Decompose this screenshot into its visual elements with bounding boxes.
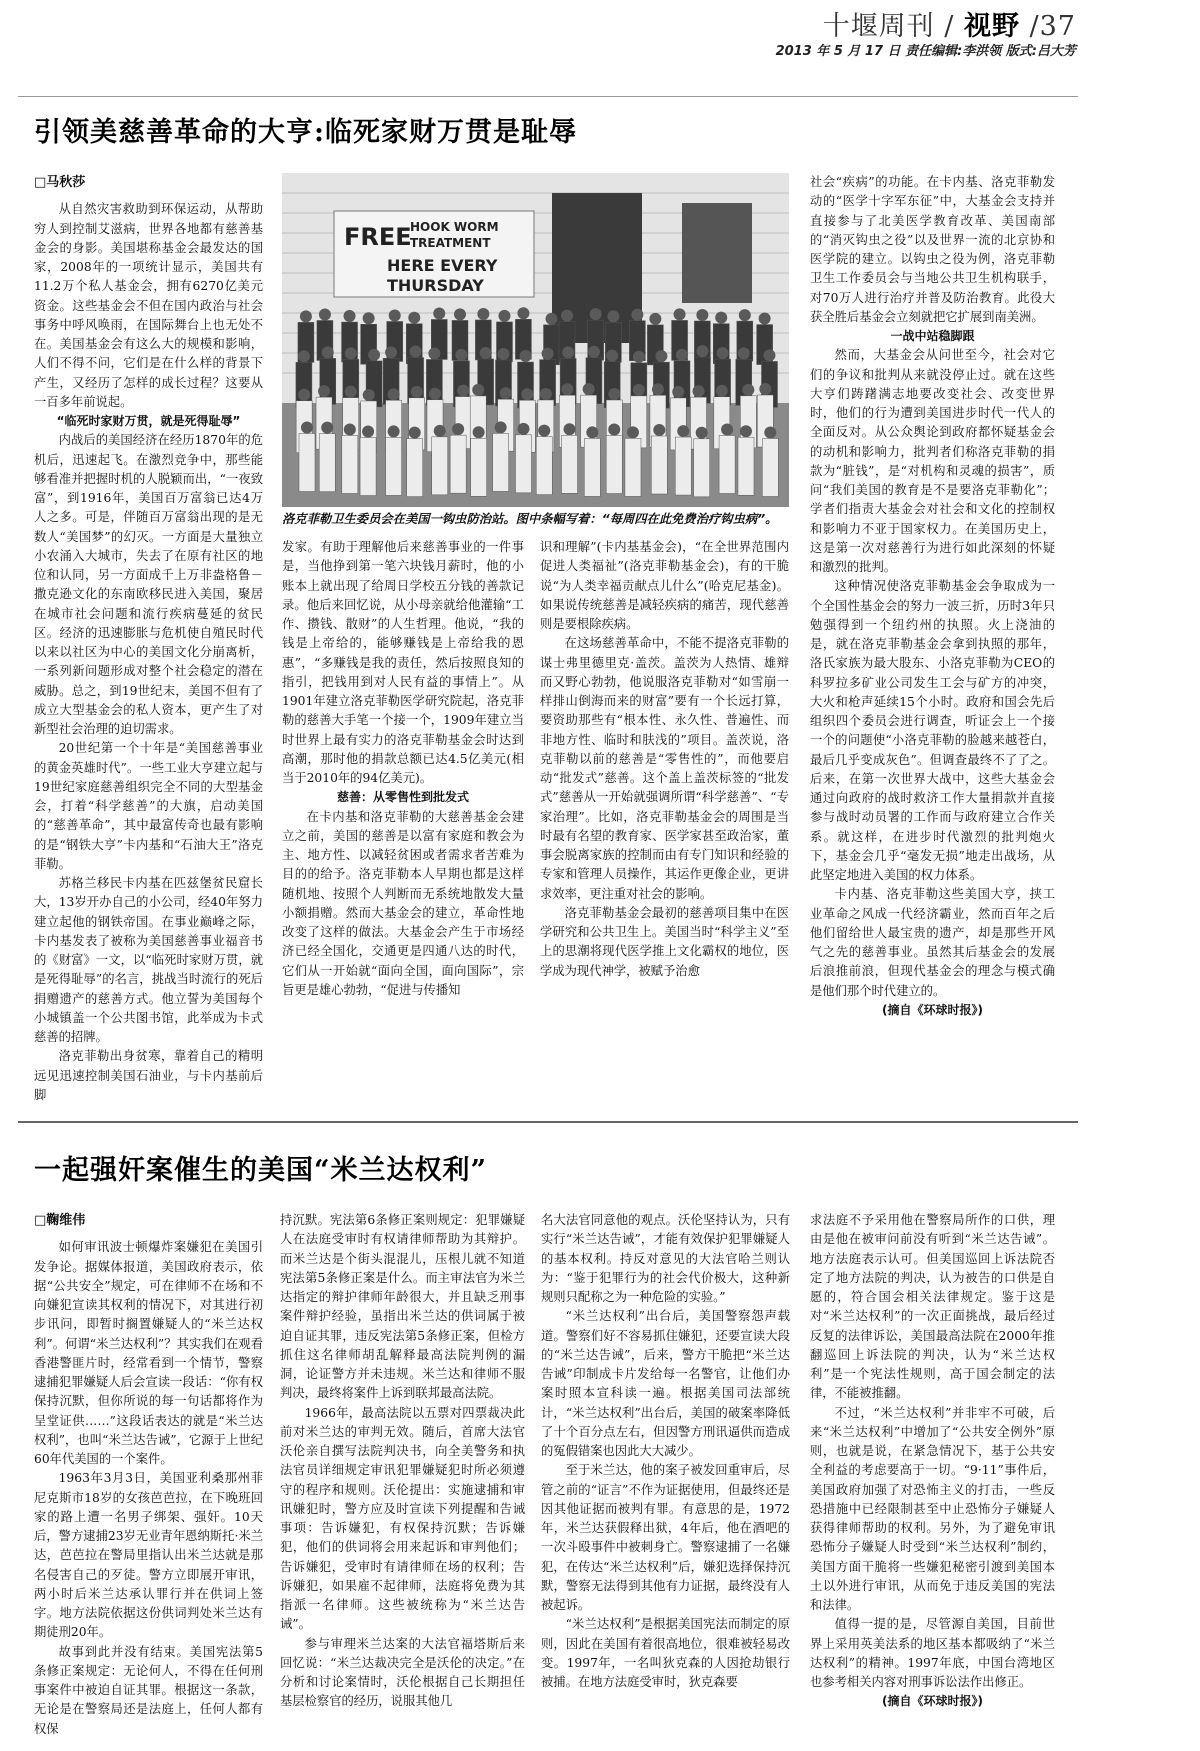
- article1-column-1: [34, 173, 263, 1105]
- paragraph: 然而，大基金会从问世至今，社会对它们的争议和批判从来就没停止过。就在这些大亨们踌躇满志地要改变社会、改变世界时，他们的行为遭到美国进步时代一代人的全面反对。从公众舆论到政府都怀疑基金会的动机和影响力，批判者们称洛克菲勒的捐款为“脏钱”，是“对机构和灵魂的损害”，质问“我们美国的教育是不是要洛克菲勒化”；学者们指责大基金会对社会和文化的控制权和影响力不亚于国家权力。在美国历史上，这是第一次对慈善行为进行如此深刻的怀疑和激烈的批判。: [810, 348, 1055, 574]
- person-head: [433, 307, 445, 319]
- paragraph: 不过，“米兰达权利”并非牢不可破，后来“米兰达权利”中增加了“公共安全例外”原则，也就是说，在紧急情况下，基于公共安全利益的考虑要高于一切。“9·11”事件后，美国政府加强了对恐怖主义的打击，一些反恐措施中已经限制甚至中止恐怖分子嫌疑人获得律师帮助的权利。另外，为了避免审讯恐怖分子嫌疑人时受到“米兰达权利”制约，美国方面干脆将一些嫌犯秘密引渡到美国本土以外进行审讯，从而免于违反美国的宪法和法律。: [810, 1405, 1055, 1612]
- person-head: [759, 313, 771, 325]
- person-head: [457, 385, 469, 397]
- person-head: [498, 310, 510, 322]
- paper-name: 十堰周刊: [822, 11, 935, 42]
- person-head: [540, 388, 552, 400]
- person-head: [763, 349, 775, 361]
- person-head: [546, 313, 558, 325]
- person-body: [562, 435, 578, 493]
- article2-column-1: [34, 1211, 263, 1739]
- person-head: [764, 426, 776, 438]
- article1-photo: [282, 173, 789, 507]
- person-head: [319, 308, 331, 320]
- person-body: [493, 433, 509, 491]
- person-head: [368, 349, 380, 361]
- paragraph: 识和理解”(卡内基基金会)，“在全世界范围内促进人类福祉”(洛克菲勒基金会)，有的干脆说“为人类幸福贡献点儿什么”(哈克尼基金)。如果说传统慈善是减轻疾病的痛苦，现代慈善则是要根除疾病。: [540, 540, 789, 631]
- subheading: “临死时家财万贯，就是死得耻辱”: [56, 414, 241, 428]
- person-head: [321, 422, 333, 434]
- person-body: [360, 438, 376, 496]
- article1-middle: [282, 173, 789, 1000]
- person-head: [363, 389, 375, 401]
- person-head: [454, 308, 466, 320]
- paragraph: 持沉默。宪法第6条修正案则规定：犯罪嫌疑人在法庭受审时有权请律师帮助为其辩护。而米兰达是个街头混混儿，压根儿就不知道宪法第5条修正案是什么。而主审法官为米兰达指定的辩护律师年龄很大，并且缺乏刑事案件辩护经验，虽指出米兰达的供词属于被迫自证其罪，违反宪法第5条修正案，但检方抓住这名律师胡乱解释最高法院判例的漏洞，论证警方并未违规。米兰达和律师不服判决，最终将案件上诉到联邦最高法院。: [280, 1213, 525, 1401]
- paragraph: 参与审理米兰达案的大法官福塔斯后来回忆说：“米兰达裁决完全是沃伦的决定。”在分析和讨论案情时，沃伦根据自己长期担任基层检察官的经历，说服其他几: [280, 1636, 525, 1709]
- article1: [34, 97, 1055, 1105]
- person-head: [608, 424, 620, 436]
- person-body: [319, 434, 335, 492]
- person-head: [649, 313, 661, 325]
- person-head: [740, 425, 752, 437]
- person-head: [627, 426, 639, 438]
- person-head: [452, 423, 464, 435]
- person-head: [564, 423, 576, 435]
- person-head: [717, 347, 729, 359]
- person-head: [716, 385, 728, 397]
- paragraph: 卡内基、洛克菲勒这些美国大亨，挟工业革命之风成一代经济霸业，然而百年之后他们留给世人最宝贵的遗产，却是那些开风气之先的慈善事业。虽然其后基金会的发展后浪推前浪，但现代基金会的理念与模式确是他们那个时代建立的。: [810, 887, 1055, 998]
- person-head: [410, 346, 422, 358]
- article2-column-4: [810, 1211, 1055, 1712]
- person-body: [342, 435, 358, 493]
- person-body: [407, 439, 423, 497]
- paragraph: 至于米兰达，他的案子被发回重审后，尽管之前的“证言”不作为证据使用，但最终还是因其他证据而被判有罪。有意思的是，1972年，米兰达获假释出狱，4年后，他在酒吧的一次斗殴事件中被刺身亡。警察逮捕了一名嫌犯，在传达“米兰达权利”后，嫌犯选择保持沉默，警察无法得到其他有力证据，最终没有人被起诉。: [541, 1463, 790, 1612]
- person-head: [318, 385, 330, 397]
- person-head: [606, 350, 618, 362]
- person-body: [584, 438, 600, 496]
- person-head: [434, 425, 446, 437]
- article1-column-4: [810, 173, 1055, 1020]
- paragraph: 值得一提的是，尽管源自美国，目前世界上采用英美法系的地区基本都吸纳了“米兰达权利”的精神。1997年底，中国台湾地区也参考相关内容对刑事诉讼法作出修正。: [810, 1617, 1055, 1689]
- person-head: [633, 351, 645, 363]
- article2-column-2: [280, 1211, 525, 1712]
- person-head: [388, 425, 400, 437]
- person-head: [389, 309, 401, 321]
- dateline: 2013 年 5 月 17 日 责任编辑:李洪领 版式:吕大芳: [775, 44, 1076, 59]
- svg-text:HERE EVERY: HERE EVERY: [387, 256, 498, 275]
- person-head: [517, 423, 529, 435]
- person-head: [362, 426, 374, 438]
- person-head: [363, 312, 375, 324]
- svg-text:FREE: FREE: [344, 223, 412, 251]
- person-head: [517, 307, 529, 319]
- person-head: [409, 427, 421, 439]
- paragraph: 如何审讯波士顿爆炸案嫌犯在美国引发争论。据媒体报道，美国政府表示，依据“公共安全”规定，可在律师不在场和不向嫌犯宣读其权利的情况下，对其进行初步讯问，即暂时搁置嫌疑人的“米兰达权利”。何谓“米兰达权利”？其实我们在观看香港警匪片时，经常看到一个情节，警察逮捕犯罪嫌疑人后会宣读一段话：“你有权保持沉默，但你所说的每一句话都将作为呈堂证供……”这段话表达的就是“米兰达权利”，也叫“米兰达告诫”，它源于上世纪60年代美国的一个案件。: [34, 1240, 263, 1466]
- article2-author: □鞠维伟: [34, 1213, 86, 1228]
- person-body: [762, 438, 778, 496]
- person-head: [633, 384, 645, 396]
- paragraph: 在卡内基和洛克菲勒的大慈善基金会建立之前，美国的慈善是以富有家庭和教会为主、地方性、以减轻贫困或者需求者苦难为目的的给予。洛克菲勒本人早期也都是这样随机地、按照个人判断而无系统地散发大量小额捐赠。然而大基金会的建立，革命性地改变了这样的做法。大基金会产生于市场经济已经全国化，交通更是四通八达的时代，它们从一开始就“面向全国，面向国际”，宗旨更是雄心勃勃，“促进与传播知: [282, 809, 524, 997]
- person-head: [759, 383, 771, 395]
- article1-column-3: [540, 538, 789, 981]
- person-head: [408, 312, 420, 324]
- paragraph: 名大法官同意他的观点。沃伦坚持认为，只有实行“米兰达告诫”，才能有效保护犯罪嫌疑人的基本权利。持反对意见的大法官哈兰则认为：“鉴于犯罪行为的社会代价极大，这种新规则只配称之为一种危险的实验。”: [541, 1213, 790, 1304]
- person-head: [561, 310, 573, 322]
- person-head: [696, 427, 708, 439]
- person-head: [345, 386, 357, 398]
- person-head: [521, 388, 533, 400]
- person-head: [655, 350, 667, 362]
- person-body: [450, 435, 466, 493]
- paragraph: “米兰达权利”出台后，美国警察怨声载道。警察们好不容易抓住嫌犯，还要宣读大段的“米兰达告诫”，后来，警方干脆把“米兰达告诫”印制成卡片发给每一名警官，让他们办案时照本宣科读一遍。根据美国司法部统计，“米兰达权利”出台后，美国的破案率降低了十个百分点左右，但因警方刑讯逼供而造成的冤假错案也因此大大减少。: [541, 1309, 790, 1458]
- person-head: [696, 309, 708, 321]
- person-head: [721, 423, 733, 435]
- article1-column-2: [282, 538, 524, 1000]
- person-head: [298, 350, 310, 362]
- person-head: [429, 388, 441, 400]
- article2-source: (摘自《环球时报》): [882, 1694, 983, 1709]
- person-body: [515, 435, 531, 493]
- article1-source: (摘自《环球时报》): [882, 1002, 983, 1017]
- person-head: [588, 346, 600, 358]
- person-head: [583, 383, 595, 395]
- person-body: [386, 437, 402, 495]
- person-body: [536, 437, 552, 495]
- person-head: [298, 389, 310, 401]
- person-head: [344, 423, 356, 435]
- person-head: [495, 421, 507, 433]
- paragraph: 求法庭不予采用他在警察局所作的口供，理由是他在被审问前没有听到“米兰达告诫”。地方法庭表示认可。但美国巡回上诉法院否定了地方法院的判决，认为被告的口供是自愿的，符合国会相关法律规定。鉴于这是对“米兰达权利”的一次正面挑战，最后经过反复的法律诉讼，美国最高法院在2000年推翻巡回上诉法院的判决，认为“米兰达权利”是一个宪法性规则，高于国会制定的法律，不能被推翻。: [810, 1213, 1055, 1401]
- person-head: [674, 308, 686, 320]
- person-head: [300, 310, 312, 322]
- person-body: [606, 436, 622, 494]
- person-head: [693, 385, 705, 397]
- subheading: 一战中站稳脚跟: [890, 329, 975, 343]
- person-body: [651, 436, 667, 494]
- person-head: [480, 347, 492, 359]
- svg-text:HOOK WORM: HOOK WORM: [410, 220, 499, 234]
- person-head: [739, 309, 751, 321]
- person-head: [696, 345, 708, 357]
- person-head: [715, 312, 727, 324]
- person-head: [477, 308, 489, 320]
- svg-text:THURSDAY: THURSDAY: [387, 276, 484, 295]
- paragraph: 1966年，最高法院以五票对四票裁决此前对米兰达的审判无效。随后，首席大法官沃伦亲自撰写法院判决书，向全美警务和执法官员详细规定审讯犯罪嫌疑犯时所必须遵守的程序和规则。沃伦提出：实施逮捕和审讯嫌犯时，警方应及时宣读下列提醒和告诫事项：告诉嫌犯，有权保持沉默；告诉嫌犯，他们的供词将会用来起诉和审判他们；告诉嫌犯，受审时有请律师在场的权利；告诉嫌犯，如果雇不起律师，法庭将免费为其指派一名律师。这些被统称为“米兰达告诫”。: [280, 1405, 525, 1632]
- article1-title: 引领美慈善革命的大亨:临死家财万贯是耻辱: [34, 117, 577, 148]
- svg-text:TREATMENT: TREATMENT: [410, 236, 491, 250]
- person-head: [455, 349, 467, 361]
- person-body: [432, 437, 448, 495]
- paragraph: 洛克菲勒出身贫寒，靠着自己的精明远见迅速控制美国石油业，与卡内基前后脚: [34, 1049, 263, 1102]
- person-body: [299, 434, 315, 492]
- person-head: [344, 310, 356, 322]
- person-head: [388, 388, 400, 400]
- paragraph: 在这场慈善革命中，不能不提洛克菲勒的谋士弗里德里克·盖茨。盖茨为人热情、雄辩而又野心勃勃，他说服洛克菲勒对“如雪崩一样排山倒海而来的财富”要有一个长远打算，要资助那些有“根本性、永久性、普遍性、而非地方性、临时和肤浅的”项目。盖茨说，洛克菲勒以前的慈善是“零售性的”，而他要启动“批发式”慈善。这个盖上盖茨标签的“批发式”慈善从一开始就强调所谓“科学慈善”、“专家治理”。比如，洛克菲勒基金会的周围是当时最有名望的教育家、医学家甚至政治家，董事会脱离家族的控制而由有专门知识和经验的专家和管理人员操作，其运作更像企业，更讲求效率，更注重对社会的影响。: [540, 636, 789, 901]
- paragraph: 从自然灾害救助到环保运动，从帮助穷人到控制艾滋病，世界各地都有慈善基金会的身影。美国堪称基金会最发达的国家，2008年的一项统计显示，美国共有11.2万个私人基金会，拥有6270亿美元资金。这些基金会不但在国内政治与社会事务中呼风唤雨，在国际舞台上也无处不在。美国基金会有这么大的规模和影响，人们不得不问，它们是在什么样的背景下产生，又经历了怎样的成长过程？这要从一百多年前说起。: [34, 202, 263, 409]
- person-head: [322, 346, 334, 358]
- person-head: [631, 309, 643, 321]
- article1-author: □马秋莎: [34, 175, 86, 190]
- person-head: [738, 347, 750, 359]
- person-head: [500, 387, 512, 399]
- person-head: [520, 350, 532, 362]
- subheading: 慈善：从零售性到批发式: [336, 790, 469, 805]
- person-head: [345, 347, 357, 359]
- paragraph: 1963年3月3日，美国亚利桑那州菲尼克斯市18岁的女孩芭芭拉，在下晚班回家的路上遭一名男子绑架、强奸。10天后，警方逮捕23岁无业青年恩纳斯托·米兰达，芭芭拉在警局里指认出米兰达就是那名侵害自己的歹徒。警方立即展开审讯，两小时后米兰达承认罪行并在供词上签字。地方法院依据这份供词判处米兰达有期徒刑20年。: [34, 1471, 263, 1640]
- separator: /: [934, 11, 964, 42]
- person-head: [562, 346, 574, 358]
- person-body: [471, 438, 487, 496]
- person-head: [428, 347, 440, 359]
- article2-title: 一起强奸案催生的美国“米兰达权利”: [34, 1155, 488, 1186]
- person-head: [676, 349, 688, 361]
- paragraph: 苏格兰移民卡内基在匹兹堡贫民窟长大，13岁开办自己的小公司，经40年努力建立起他的钢铁帝国。在事业巅峰之际，卡内基发表了被称为美国慈善事业福音书的《财富》一文，以“临死时家财万贯，就是死得耻辱”的名言，挑战当时流行的死后捐赠遗产的慈善方式。他立誓为美国每个小城镇盖一个公共图书馆，此举成为卡式慈善的招牌。: [34, 876, 263, 1044]
- paragraph: 内战后的美国经济在经历1870年的危机后，迅速起飞。在激烈竞争中，那些能够看准并把握时机的人脱颖而出，“一夜致富”，到1916年，美国百万富翁已达4万人之多。可是，伴随百万富翁出现的是无数人“美国梦”的幻灭。一方面是大量独立小农涌入大城市，失去了在原有社区的地位和认同，另一方面成千上万非盎格鲁－撒克逊文化的东南欧移民进入美国，聚居在城市社会问题和流行疾病蔓延的贫民区。经济的迅速膨胀与危机使自殖民时代以来以社区为中心的美国文化分崩离析，一系列新问题形成对整个社会稳定的潜在威胁。总之，到19世纪末，美国不但有了成立大型基金会的私人资本，更产生了对新型社会治理的迫切需求。: [34, 433, 263, 736]
- paragraph: 这种情况使洛克菲勒基金会争取成为一个全国性基金会的努力一波三折，历时3年只勉强得到一个纽约州的执照。火上浇油的是，就在洛克菲勒基金会拿到执照的那年，洛氏家族为最大股东、小洛克菲勒为CEO的科罗拉多矿业公司发生工会与矿方的冲突，大火和枪声延续15个小时。政府和国会先后组织四个委员会进行调查，听证会上一个接一个的问题使“小洛克菲勒的脸越来越苍白，最后几乎变成灰色”。但调查最终不了了之。后来，在第一次世界大战中，这些大基金会通过向政府的战时救济工作大量捐款并直接参与战时动员署的工作而与政府建立合作关系。就这样，在进步时代激烈的批判炮火下，基金会几乎“毫发无损”地走出战场，从此坚定地进入美国的权力体系。: [810, 579, 1055, 882]
- hookworm-station-photo: [282, 173, 789, 507]
- person-head: [677, 425, 689, 437]
- person-head: [472, 384, 484, 396]
- person-head: [498, 348, 510, 360]
- person-head: [742, 384, 754, 396]
- person-head: [586, 426, 598, 438]
- person-head: [385, 346, 397, 358]
- paragraph: 20世纪第一个十年是“美国慈善事业的黄金英雄时代”。一些工业大亨建立起与19世纪家庭慈善组织完全不同的大型基金会，打着“科学慈善”的大旗，启动美国的“慈善革命”，其中最富传奇也最有影响的是“钢铁大亨”卡内基和“石油大王”洛克菲勒。: [34, 741, 263, 871]
- person-body: [738, 437, 754, 495]
- paragraph: 故事到此并没有结束。美国宪法第5条修正案规定：无论何人，不得在任何刑事案件中被迫自证其罪。根据这一条款，无论是在警察局还是法庭上，任何人都有权保: [34, 1644, 263, 1736]
- person-head: [652, 383, 664, 395]
- person-head: [608, 388, 620, 400]
- person-body: [694, 439, 710, 497]
- person-head: [607, 310, 619, 322]
- person-head: [473, 426, 485, 438]
- paragraph: 洛克菲勒基金会最初的慈善项目集中在医学研究和公共卫生上。美国当时“科学主义”至上的思潮将现代医学推上文化霸权的地位，医学成为现代神学，被赋予治愈: [540, 905, 789, 978]
- person-body: [675, 437, 691, 495]
- article2-column-3: [541, 1211, 790, 1692]
- person-head: [590, 308, 602, 320]
- person-head: [538, 425, 550, 437]
- paragraph: “米兰达权利”是根据美国宪法而制定的原则，因此在美国有着很高地位，很难被轻易改变。1997年，一名叫狄克森的人因抢劫银行被捕。在地方法庭受审时，狄克森要: [541, 1617, 790, 1689]
- person-head: [653, 424, 665, 436]
- photo-caption: 洛克菲勒卫生委员会在美国一钩虫防治站。图中条幅写着：“每周四在此免费治疗钩虫病”。: [282, 512, 778, 526]
- article2: [34, 1123, 1055, 1751]
- section-name: 视野: [963, 11, 1020, 42]
- person-body: [625, 438, 641, 496]
- person-head: [542, 348, 554, 360]
- masthead: [823, 4, 1076, 43]
- person-head: [561, 383, 573, 395]
- page-number: /37: [1019, 11, 1076, 42]
- paragraph: 社会“疾病”的功能。在卡内基、洛克菲勒发动的“医学十字军东征”中，大基金会支持并直接参与了北美医学教育改革、美国南部的“消灭钩虫之役”以及世界一流的北京协和医学院的建立。以钩虫之役为例，洛克菲勒卫生工作委员会与当地公共卫生机构联手，对70万人进行治疗并普及防治教育。此役大获全胜后基金会立刻就把它扩展到南美洲。: [810, 175, 1055, 324]
- person-head: [672, 386, 684, 398]
- paragraph: 发家。有助于理解他后来慈善事业的一件事是，当他挣到第一笔六块钱月薪时，他的小账本上就出现了给周日学校五分钱的善款记录。他后来回忆说，从小母亲就给他灌输“工作、攒钱、散财”的人生哲理。他说，“我的钱是上帝给的，能够赚钱是上帝给我的恩惠”，“多赚钱是我的责任，然后按照良知的指引，把钱用到对人民有益的事情上”。从1901年建立洛克菲勒医学研究院起，洛克菲勒的慈善大手笔一个接一个，1909年建立当时世界上最有实力的洛克菲勒基金会时达到高潮，那时他的捐款总额已达4.5亿美元(相当于2010年的94亿美元)。: [282, 540, 524, 785]
- person-body: [719, 435, 735, 493]
- person-head: [301, 422, 313, 434]
- person-head: [411, 386, 423, 398]
